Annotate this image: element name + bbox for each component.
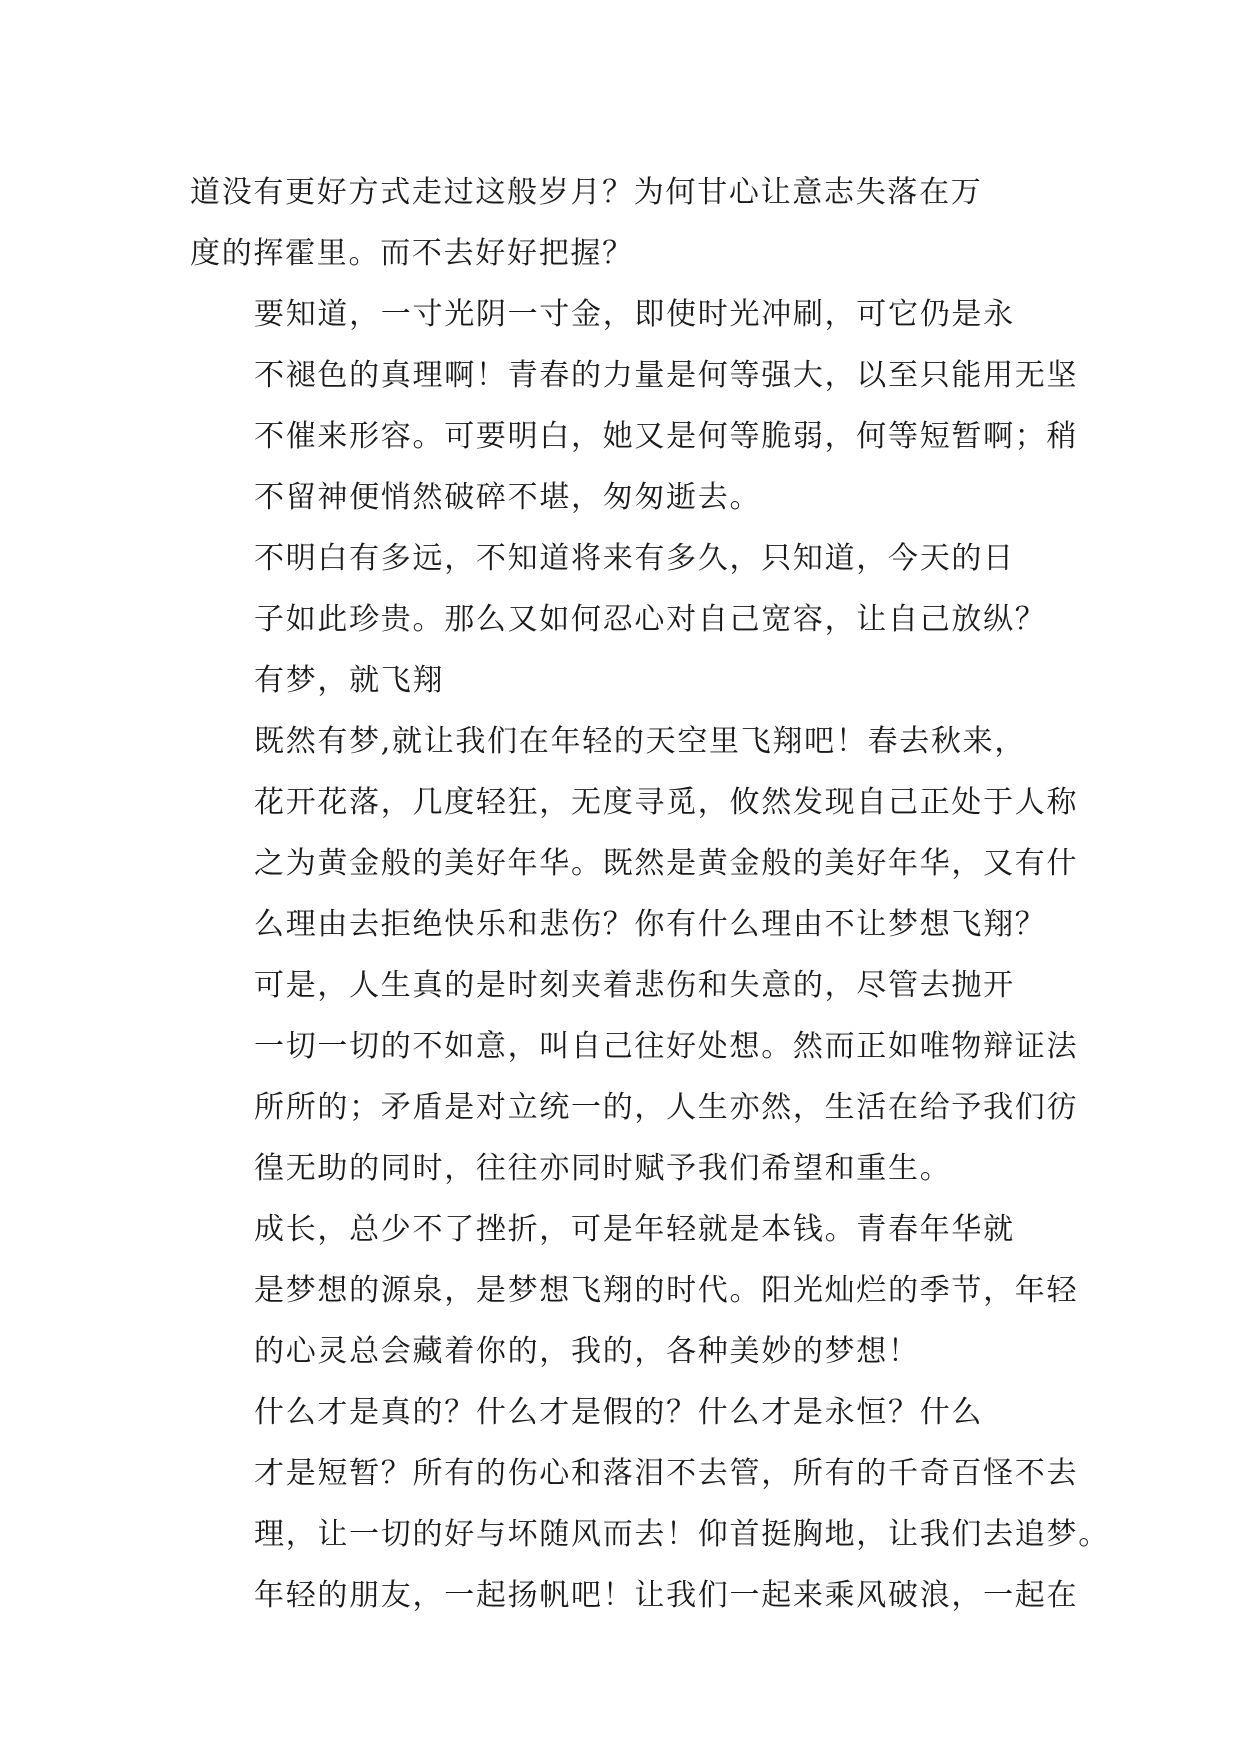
paragraph xyxy=(190,1199,1079,1382)
text-line: 是梦想的源泉，是梦想飞翔的时代。阳光灿烂的季节，年轻 xyxy=(254,1273,1079,1308)
paragraph xyxy=(190,1382,1110,1626)
section-heading xyxy=(190,650,1054,711)
text-line: 既然有梦,就让我们在年轻的天空里飞翔吧！春去秋来， xyxy=(254,724,1027,759)
text-line: 子如此珍贵。那么又如何忍心对自己宽容，让自己放纵？ xyxy=(254,602,1047,637)
paragraph-continuation xyxy=(190,162,1054,284)
article-body xyxy=(190,162,1110,1626)
paragraph xyxy=(190,711,1079,955)
text-line: 一切一切的不如意，叫自己往好处想。然而正如唯物辩证法 xyxy=(254,1029,1079,1064)
text-line: 可是，人生真的是时刻夹着悲伤和失意的，尽管去抛开 xyxy=(254,968,1015,1003)
heading-text: 有梦，就飞翔 xyxy=(254,663,445,698)
text-line: 花开花落，几度轻狂，无度寻觅，攸然发现自己正处于人称 xyxy=(254,785,1079,820)
text-line: 什么才是真的？什么才是假的？什么才是永恒？什么 xyxy=(254,1395,984,1430)
text-line: 徨无助的同时，往往亦同时赋予我们希望和重生。 xyxy=(254,1151,952,1186)
text-line: 么理由去拒绝快乐和悲伤？你有什么理由不让梦想飞翔？ xyxy=(254,907,1047,942)
text-line: 不明白有多远，不知道将来有多久，只知道，今天的日 xyxy=(254,541,1015,576)
text-line: 道没有更好方式走过这般岁月？为何甘心让意志失落在万 xyxy=(190,175,983,210)
text-line: 之为黄金般的美好年华。既然是黄金般的美好年华，又有什 xyxy=(254,846,1079,881)
text-line: 不催来形容。可要明白，她又是何等脆弱，何等短暂啊；稍 xyxy=(254,419,1079,454)
text-line: 理，让一切的好与坏随风而去！仰首挺胸地，让我们去追梦。 xyxy=(254,1517,1110,1552)
text-line: 的心灵总会藏着你的，我的，各种美妙的梦想！ xyxy=(254,1334,920,1369)
paragraph xyxy=(190,955,1079,1199)
text-line: 不留神便悄然破碎不堪，匆匆逝去。 xyxy=(254,480,762,515)
text-line: 要知道，一寸光阴一寸金，即使时光冲刷，可它仍是永 xyxy=(254,297,1015,332)
text-line: 所所的；矛盾是对立统一的，人生亦然，生活在给予我们彷 xyxy=(254,1090,1079,1125)
text-line: 才是短暂？所有的伤心和落泪不去管，所有的千奇百怪不去 xyxy=(254,1456,1079,1491)
text-line: 度的挥霍里。而不去好好把握？ xyxy=(190,236,634,271)
paragraph xyxy=(190,284,1079,528)
text-line: 不褪色的真理啊！青春的力量是何等强大，以至只能用无坚 xyxy=(254,358,1079,393)
text-line: 年轻的朋友，一起扬帆吧！让我们一起来乘风破浪，一起在 xyxy=(254,1578,1079,1613)
text-line: 成长，总少不了挫折，可是年轻就是本钱。青春年华就 xyxy=(254,1212,1015,1247)
paragraph xyxy=(190,528,1054,650)
